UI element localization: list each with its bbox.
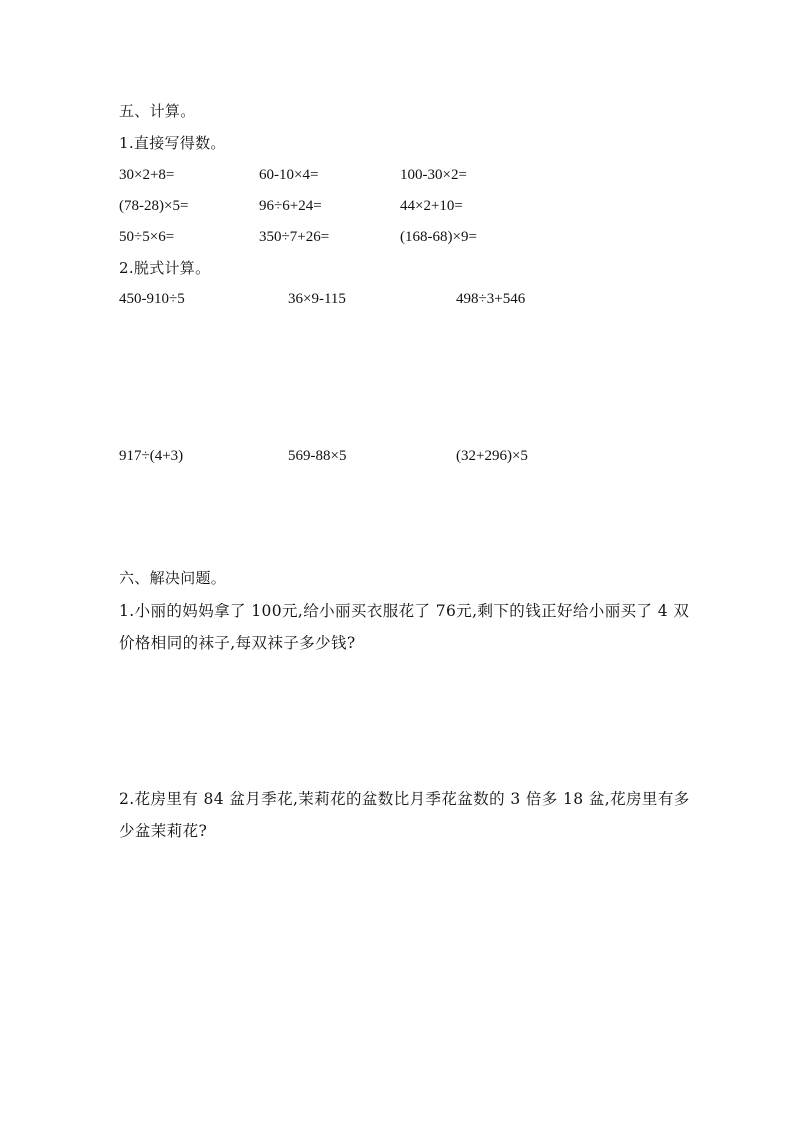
step-calc-item: 36×9-115 [288, 291, 346, 307]
part-2-heading: 2.脱式计算。 [119, 259, 211, 277]
part-1-heading: 1.直接写得数。 [119, 134, 226, 152]
section-5-heading: 五、计算。 [119, 102, 196, 120]
mental-math-item: 350÷7+26= [259, 229, 330, 245]
word-problem-1-line-1: 1.小丽的妈妈拿了 100元,给小丽买衣服花了 76元,剩下的钱正好给小丽买了 4 双 [119, 602, 690, 620]
step-calc-item: 450-910÷5 [119, 291, 185, 307]
mental-math-item: 50÷5×6= [119, 229, 175, 245]
mental-math-item: (78-28)×5= [119, 198, 189, 214]
section-6-heading: 六、解决问题。 [119, 569, 227, 587]
mental-math-item: 96÷6+24= [259, 198, 322, 214]
step-calc-item: 917÷(4+3) [119, 448, 184, 464]
step-calc-item: 498÷3+546 [456, 291, 526, 307]
mental-math-item: 30×2+8= [119, 167, 175, 183]
step-calc-item: 569-88×5 [288, 448, 347, 464]
step-calc-item: (32+296)×5 [456, 448, 528, 464]
mental-math-item: 44×2+10= [400, 198, 463, 214]
word-problem-2-line-2: 少盆茉莉花? [119, 822, 208, 840]
mental-math-item: (168-68)×9= [400, 229, 477, 245]
word-problem-2-line-1: 2.花房里有 84 盆月季花,茉莉花的盆数比月季花盆数的 3 倍多 18 盆,花房里有多 [119, 790, 690, 808]
word-problem-1-line-2: 价格相同的袜子,每双袜子多少钱? [119, 634, 356, 652]
mental-math-item: 60-10×4= [259, 167, 319, 183]
mental-math-item: 100-30×2= [400, 167, 467, 183]
